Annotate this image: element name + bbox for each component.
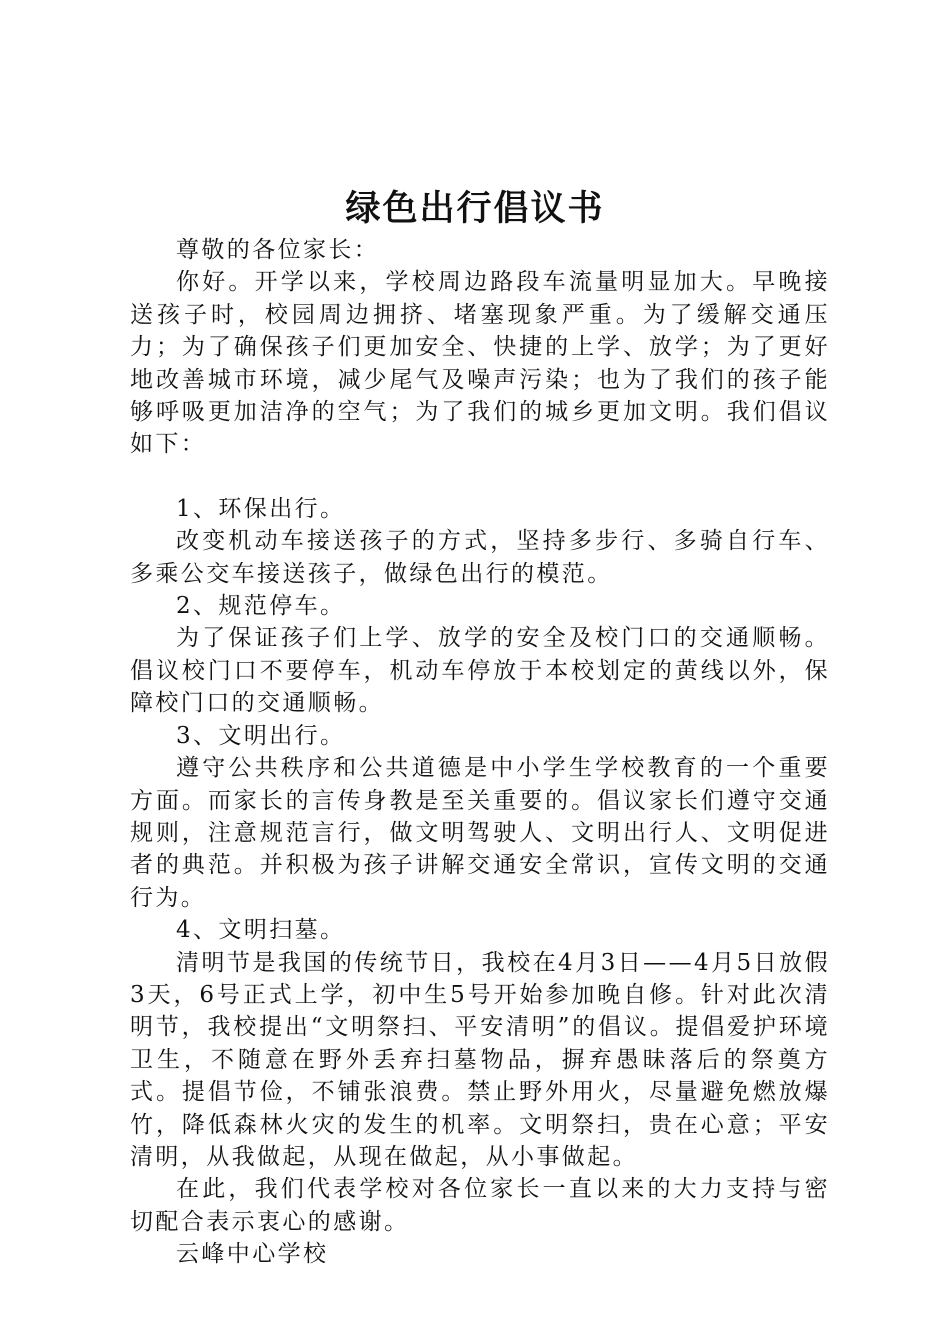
item-4-heading: 4、文明扫墓。	[176, 917, 346, 944]
paragraph-spacer	[130, 461, 830, 493]
item-1-text: 改变机动车接送孩子的方式，坚持多步行、多骑自行车、多乘公交车接送孩子，做绿色出行的模范。	[130, 528, 830, 587]
item-4-text: 清明节是我国的传统节日，我校在4月3日——4月5日放假3天，6号正式上学，初中生5号开始参加晚自修。针对此次清明节，我校提出“文明祭扫、平安清明”的倡议。提倡爱护环境卫生，不随意在野外丢弃扫墓物品，摒弃愚昧落后的祭奠方式。提倡节俭，不铺张浪费。禁止野外用火，尽量避免燃放爆竹，降低森林火灾的发生的机率。文明祭扫，贵在心意；平安清明，从我做起，从现在做起，从小事做起。	[130, 949, 830, 1170]
greeting: 尊敬的各位家长：	[176, 237, 380, 263]
item-3-heading: 3、文明出行。	[176, 722, 346, 749]
document-body	[130, 234, 830, 1271]
document-title: 绿色出行倡议书	[345, 188, 605, 229]
item-2-text: 为了保证孩子们上学、放学的安全及校门口的交通顺畅。倡议校门口不要停车，机动车停放于本校划定的黄线以外，保障校门口的交通顺畅。	[130, 625, 830, 717]
intro-paragraph: 你好。开学以来，学校周边路段车流量明显加大。早晚接送孩子时，校园周边拥挤、堵塞现象严重。为了缓解交通压力；为了确保孩子们更加安全、快捷的上学、放学；为了更好地改善城市环境，减少尾气及噪声污染；也为了我们的孩子能够呼吸更加洁净的空气；为了我们的城乡更加文明。我们倡议如下：	[130, 269, 830, 458]
item-2-heading: 2、规范停车。	[176, 593, 346, 620]
item-3-text: 遵守公共秩序和公共道德是中小学生学校教育的一个重要方面。而家长的言传身教是至关重要的。倡议家长们遵守交通规则，注意规范言行，做文明驾驶人、文明出行人、文明促进者的典范。并积极为孩子讲解交通安全常识，宣传文明的交通行为。	[130, 755, 830, 911]
item-1-heading: 1、环保出行。	[176, 495, 346, 522]
closing-paragraph: 在此，我们代表学校对各位家长一直以来的大力支持与密切配合表示衷心的感谢。	[130, 1176, 830, 1235]
signature: 云峰中心学校	[176, 1241, 329, 1268]
